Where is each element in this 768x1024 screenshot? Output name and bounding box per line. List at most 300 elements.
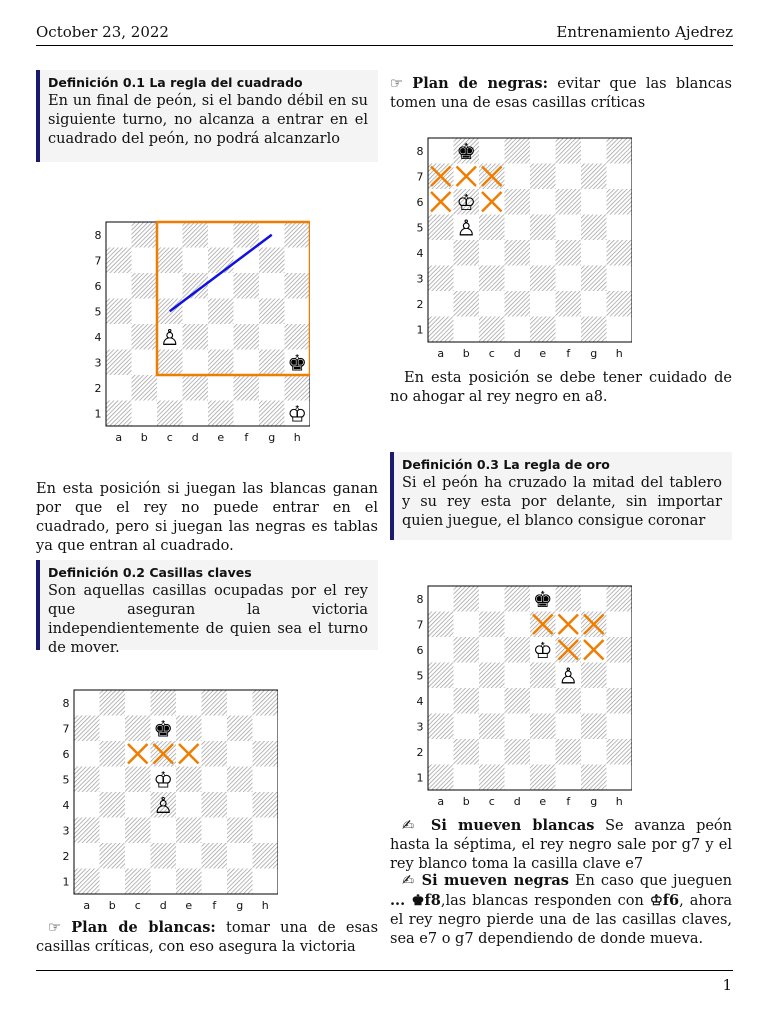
board-square-c7 bbox=[125, 716, 151, 742]
chess-piece: ♙ bbox=[456, 216, 477, 242]
board-square-g2 bbox=[581, 739, 607, 765]
board-square-d8 bbox=[505, 138, 531, 164]
file-label: c bbox=[134, 899, 141, 912]
chess-diagram-golden-rule bbox=[410, 582, 632, 808]
chess-piece: ♙ bbox=[159, 325, 180, 351]
file-label: g bbox=[590, 795, 598, 808]
chess-diagram-black-plan bbox=[410, 134, 632, 360]
rank-label: 7 bbox=[62, 722, 70, 736]
rank-label: 3 bbox=[94, 356, 102, 370]
rank-label: 2 bbox=[416, 745, 424, 759]
board-square-h4 bbox=[607, 240, 633, 266]
file-label: h bbox=[261, 899, 269, 912]
board-square-e5 bbox=[530, 663, 556, 689]
board-square-b6 bbox=[100, 741, 126, 767]
board-square-b3 bbox=[454, 266, 480, 292]
board-square-b5 bbox=[100, 767, 126, 793]
board-square-c8 bbox=[125, 690, 151, 716]
board-square-h2 bbox=[607, 291, 633, 317]
if-black-moves bbox=[390, 871, 732, 949]
board-square-f3 bbox=[556, 266, 582, 292]
file-label: c bbox=[488, 795, 495, 808]
board-square-e4 bbox=[176, 792, 202, 818]
board-square-b2 bbox=[132, 375, 158, 401]
rank-label: 2 bbox=[416, 297, 424, 311]
board-square-d3 bbox=[183, 350, 209, 376]
board-square-d1 bbox=[151, 869, 177, 895]
rank-label: 8 bbox=[94, 228, 102, 242]
board-square-e1 bbox=[530, 765, 556, 791]
board-square-g3 bbox=[581, 266, 607, 292]
board-square-a1 bbox=[428, 765, 454, 791]
board-square-d1 bbox=[183, 401, 209, 427]
rank-label: 5 bbox=[94, 305, 102, 319]
file-label: f bbox=[244, 431, 249, 444]
board-square-f3 bbox=[202, 818, 228, 844]
plan-black-text: evitar que las blancas tomen una de esas casillas críticas bbox=[390, 76, 732, 111]
board-square-c2 bbox=[479, 291, 505, 317]
plan-black bbox=[390, 74, 732, 113]
if-white-moves-text: Se avanza peón hasta la séptima, el rey negro sale por g7 y el rey blanco toma la casilla clave e7 bbox=[390, 818, 733, 872]
definition-box-2 bbox=[36, 560, 378, 656]
board-square-e4 bbox=[530, 240, 556, 266]
board-square-c4 bbox=[479, 688, 505, 714]
board-square-f4 bbox=[556, 688, 582, 714]
board-square-f1 bbox=[556, 765, 582, 791]
board-square-c1 bbox=[157, 401, 183, 427]
board-square-b8 bbox=[454, 586, 480, 612]
board-square-a5 bbox=[428, 215, 454, 241]
board-square-h5 bbox=[253, 767, 279, 793]
board-square-a2 bbox=[74, 843, 100, 869]
rank-label: 6 bbox=[94, 279, 102, 293]
board-square-f5 bbox=[556, 215, 582, 241]
move-notation: ... ♚f8 bbox=[390, 892, 441, 909]
board-square-e4 bbox=[530, 688, 556, 714]
paragraph-stalemate-warning: En esta posición se debe tener cuidado de no ahogar al rey negro en a8. bbox=[390, 370, 732, 405]
board-square-c8 bbox=[479, 138, 505, 164]
chess-piece: ♚ bbox=[456, 139, 477, 165]
if-black-moves-label: Si mueven negras bbox=[421, 872, 569, 889]
rank-label: 2 bbox=[94, 381, 102, 395]
board-square-b8 bbox=[132, 222, 158, 248]
board-square-e6 bbox=[208, 273, 234, 299]
board-square-f4 bbox=[556, 240, 582, 266]
chess-piece: ♚ bbox=[532, 587, 553, 613]
board-square-c2 bbox=[125, 843, 151, 869]
rank-label: 3 bbox=[62, 824, 70, 838]
board-square-e4 bbox=[208, 324, 234, 350]
board-square-h4 bbox=[253, 792, 279, 818]
board-square-g7 bbox=[227, 716, 253, 742]
board-square-c5 bbox=[479, 215, 505, 241]
board-square-h7 bbox=[607, 164, 633, 190]
board-square-f8 bbox=[202, 690, 228, 716]
definition-title: Definición 0.3 La regla de oro bbox=[402, 457, 610, 472]
board-square-g1 bbox=[581, 317, 607, 343]
file-label: b bbox=[108, 899, 116, 912]
rank-label: 2 bbox=[62, 849, 70, 863]
definition-body: En un final de peón, si el bando débil en su siguiente turno, no alcanza a entrar en el cuadrado del peón, no podrá alcanzarlo bbox=[48, 93, 368, 147]
board-square-a6 bbox=[428, 637, 454, 663]
rank-label: 6 bbox=[416, 195, 424, 209]
board-square-e5 bbox=[176, 767, 202, 793]
board-square-c7 bbox=[157, 248, 183, 274]
board-square-h6 bbox=[607, 637, 633, 663]
board-square-e2 bbox=[530, 291, 556, 317]
file-label: e bbox=[539, 347, 547, 360]
file-label: g bbox=[236, 899, 244, 912]
board-square-h4 bbox=[607, 688, 633, 714]
board-square-d7 bbox=[505, 164, 531, 190]
board-square-g7 bbox=[259, 248, 285, 274]
board-square-b3 bbox=[132, 350, 158, 376]
board-square-h8 bbox=[607, 138, 633, 164]
plan-white-text: tomar una de esas casillas críticas, con eso asegura la victoria bbox=[36, 920, 379, 955]
if-black-moves-text: En caso que jueguen bbox=[574, 873, 733, 889]
rank-label: 5 bbox=[62, 773, 70, 787]
board-square-h1 bbox=[607, 765, 633, 791]
board-square-a3 bbox=[428, 714, 454, 740]
board-square-d1 bbox=[505, 765, 531, 791]
board-square-b7 bbox=[132, 248, 158, 274]
board-square-h8 bbox=[607, 586, 633, 612]
board-square-b5 bbox=[454, 663, 480, 689]
board-square-c8 bbox=[157, 222, 183, 248]
board-square-a7 bbox=[74, 716, 100, 742]
board-square-d4 bbox=[505, 240, 531, 266]
board-square-a4 bbox=[106, 324, 132, 350]
definition-box-3 bbox=[390, 452, 732, 540]
board-square-e5 bbox=[208, 299, 234, 325]
writing-hand-icon: ✍ bbox=[402, 818, 421, 834]
board-square-h6 bbox=[253, 741, 279, 767]
board-square-a8 bbox=[428, 138, 454, 164]
board-square-h5 bbox=[285, 299, 311, 325]
board-square-g5 bbox=[259, 299, 285, 325]
board-square-f3 bbox=[556, 714, 582, 740]
rank-label: 5 bbox=[416, 221, 424, 235]
board-square-f2 bbox=[556, 739, 582, 765]
board-square-h2 bbox=[285, 375, 311, 401]
rank-label: 4 bbox=[416, 694, 424, 708]
board-square-a5 bbox=[428, 663, 454, 689]
board-square-g8 bbox=[227, 690, 253, 716]
definition-title: Definición 0.1 La regla del cuadrado bbox=[48, 75, 303, 90]
board-square-h8 bbox=[285, 222, 311, 248]
board-square-b4 bbox=[454, 240, 480, 266]
board-square-g2 bbox=[581, 291, 607, 317]
board-square-h1 bbox=[607, 317, 633, 343]
file-label: e bbox=[185, 899, 193, 912]
board-square-b6 bbox=[132, 273, 158, 299]
board-square-a1 bbox=[74, 869, 100, 895]
board-square-h3 bbox=[607, 266, 633, 292]
board-square-b6 bbox=[454, 637, 480, 663]
rank-label: 7 bbox=[416, 618, 424, 632]
board-square-a4 bbox=[74, 792, 100, 818]
board-square-d7 bbox=[183, 248, 209, 274]
board-square-e2 bbox=[208, 375, 234, 401]
rank-label: 8 bbox=[62, 696, 70, 710]
file-label: c bbox=[166, 431, 173, 444]
rank-label: 7 bbox=[416, 170, 424, 184]
if-black-moves-text: , ahora el rey negro pierde una de las casillas claves, sea e7 o g7 dependiendo de donde mueva. bbox=[390, 893, 732, 947]
board-square-b1 bbox=[100, 869, 126, 895]
chess-piece: ♔ bbox=[456, 190, 477, 216]
board-square-g5 bbox=[581, 215, 607, 241]
board-square-a2 bbox=[428, 291, 454, 317]
board-square-a1 bbox=[106, 401, 132, 427]
footer-rule bbox=[36, 970, 733, 971]
file-label: a bbox=[115, 431, 123, 444]
rank-label: 1 bbox=[416, 771, 424, 785]
board-square-f8 bbox=[556, 138, 582, 164]
board-square-a2 bbox=[106, 375, 132, 401]
board-square-c3 bbox=[157, 350, 183, 376]
page-number: 1 bbox=[722, 976, 732, 994]
board-square-e6 bbox=[530, 189, 556, 215]
board-square-d3 bbox=[505, 266, 531, 292]
board-square-h2 bbox=[607, 739, 633, 765]
rank-label: 1 bbox=[62, 875, 70, 889]
header-date: October 23, 2022 bbox=[36, 23, 169, 41]
board-square-h7 bbox=[607, 612, 633, 638]
board-square-a5 bbox=[74, 767, 100, 793]
board-square-d7 bbox=[505, 612, 531, 638]
board-square-e5 bbox=[530, 215, 556, 241]
board-square-c1 bbox=[479, 317, 505, 343]
board-square-h2 bbox=[253, 843, 279, 869]
board-square-g1 bbox=[259, 401, 285, 427]
board-square-f5 bbox=[202, 767, 228, 793]
board-square-h7 bbox=[253, 716, 279, 742]
rank-label: 1 bbox=[94, 407, 102, 421]
plan-black-label: Plan de negras: bbox=[412, 75, 548, 92]
file-label: d bbox=[191, 431, 199, 444]
board-square-f7 bbox=[556, 164, 582, 190]
chess-piece: ♔ bbox=[287, 402, 308, 428]
move-notation: ♔f6 bbox=[649, 892, 680, 909]
board-square-h4 bbox=[285, 324, 311, 350]
board-square-b8 bbox=[100, 690, 126, 716]
file-label: f bbox=[566, 795, 571, 808]
rank-label: 8 bbox=[416, 144, 424, 158]
file-label: e bbox=[539, 795, 547, 808]
board-square-f7 bbox=[202, 716, 228, 742]
board-square-a4 bbox=[428, 240, 454, 266]
plan-white bbox=[36, 918, 378, 957]
board-square-g4 bbox=[581, 688, 607, 714]
board-square-c7 bbox=[479, 612, 505, 638]
board-square-c3 bbox=[125, 818, 151, 844]
board-square-a3 bbox=[74, 818, 100, 844]
board-square-f8 bbox=[556, 586, 582, 612]
board-square-f3 bbox=[234, 350, 260, 376]
board-square-a7 bbox=[106, 248, 132, 274]
board-square-f2 bbox=[556, 291, 582, 317]
board-square-f2 bbox=[234, 375, 260, 401]
board-square-h8 bbox=[253, 690, 279, 716]
board-square-g4 bbox=[259, 324, 285, 350]
board-square-d8 bbox=[505, 586, 531, 612]
header-rule bbox=[36, 45, 733, 46]
file-label: g bbox=[590, 347, 598, 360]
board-square-c2 bbox=[157, 375, 183, 401]
board-square-a2 bbox=[428, 739, 454, 765]
board-square-d3 bbox=[151, 818, 177, 844]
board-square-g1 bbox=[581, 765, 607, 791]
board-square-e8 bbox=[530, 138, 556, 164]
board-square-d8 bbox=[151, 690, 177, 716]
board-square-f4 bbox=[234, 324, 260, 350]
board-square-d2 bbox=[505, 739, 531, 765]
board-square-b3 bbox=[100, 818, 126, 844]
board-square-c6 bbox=[479, 637, 505, 663]
board-square-g6 bbox=[227, 741, 253, 767]
pointing-hand-icon: ☞ bbox=[390, 76, 403, 92]
board-square-a4 bbox=[428, 688, 454, 714]
if-white-moves-label: Si mueven blancas bbox=[430, 817, 595, 834]
definition-body: Son aquellas casillas ocupadas por el rey que aseguran la victoria independientemente de quien sea el turno de mover. bbox=[48, 583, 368, 656]
board-square-g3 bbox=[259, 350, 285, 376]
board-square-d6 bbox=[505, 189, 531, 215]
board-square-e1 bbox=[530, 317, 556, 343]
paragraph-square-rule: En esta posición si juegan las blancas ganan por que el rey no puede entrar en el cuadrado, pero si juegan las negras es tablas ya que entran al cuadrado. bbox=[36, 481, 378, 554]
board-square-d1 bbox=[505, 317, 531, 343]
board-square-b5 bbox=[132, 299, 158, 325]
board-square-e7 bbox=[530, 164, 556, 190]
board-square-c3 bbox=[479, 266, 505, 292]
board-square-b1 bbox=[132, 401, 158, 427]
board-square-a6 bbox=[74, 741, 100, 767]
board-square-g2 bbox=[227, 843, 253, 869]
board-square-a3 bbox=[428, 266, 454, 292]
board-square-b7 bbox=[100, 716, 126, 742]
board-square-d8 bbox=[183, 222, 209, 248]
board-square-f1 bbox=[202, 869, 228, 895]
board-square-b7 bbox=[454, 612, 480, 638]
definition-title: Definición 0.2 Casillas claves bbox=[48, 565, 252, 580]
board-square-b1 bbox=[454, 317, 480, 343]
file-label: h bbox=[615, 347, 623, 360]
board-square-f6 bbox=[556, 189, 582, 215]
board-square-e1 bbox=[208, 401, 234, 427]
definition-box-1 bbox=[36, 70, 378, 162]
board-square-a1 bbox=[428, 317, 454, 343]
board-square-b4 bbox=[454, 688, 480, 714]
board-square-h3 bbox=[607, 714, 633, 740]
board-square-b3 bbox=[454, 714, 480, 740]
board-square-d2 bbox=[151, 843, 177, 869]
board-square-b4 bbox=[100, 792, 126, 818]
board-square-c4 bbox=[479, 240, 505, 266]
rank-label: 3 bbox=[416, 272, 424, 286]
board-square-f4 bbox=[202, 792, 228, 818]
rank-label: 6 bbox=[62, 747, 70, 761]
pointing-hand-icon: ☞ bbox=[48, 920, 61, 936]
board-square-h7 bbox=[285, 248, 311, 274]
file-label: b bbox=[462, 795, 470, 808]
chess-piece: ♙ bbox=[153, 793, 174, 819]
board-square-g7 bbox=[581, 164, 607, 190]
board-square-h3 bbox=[253, 818, 279, 844]
board-square-e3 bbox=[208, 350, 234, 376]
chess-piece: ♚ bbox=[153, 717, 174, 743]
board-square-e3 bbox=[530, 266, 556, 292]
board-square-e3 bbox=[176, 818, 202, 844]
board-square-h6 bbox=[285, 273, 311, 299]
if-white-moves bbox=[390, 816, 732, 874]
file-label: d bbox=[513, 795, 521, 808]
board-square-g5 bbox=[581, 663, 607, 689]
file-label: b bbox=[462, 347, 470, 360]
file-label: h bbox=[615, 795, 623, 808]
file-label: b bbox=[140, 431, 148, 444]
board-square-c6 bbox=[157, 273, 183, 299]
board-square-a8 bbox=[106, 222, 132, 248]
board-square-d4 bbox=[505, 688, 531, 714]
board-square-g4 bbox=[581, 240, 607, 266]
board-square-g4 bbox=[227, 792, 253, 818]
board-square-d6 bbox=[505, 637, 531, 663]
definition-body: Si el peón ha cruzado la mitad del tablero y su rey esta por delante, sin importar quien juegue, el blanco consigue coronar bbox=[402, 475, 722, 529]
board-square-e8 bbox=[208, 222, 234, 248]
board-square-f8 bbox=[234, 222, 260, 248]
board-square-h6 bbox=[607, 189, 633, 215]
board-square-c5 bbox=[125, 767, 151, 793]
rank-label: 1 bbox=[416, 323, 424, 337]
file-label: g bbox=[268, 431, 276, 444]
board-square-b2 bbox=[454, 739, 480, 765]
board-square-d2 bbox=[505, 291, 531, 317]
rank-label: 6 bbox=[416, 643, 424, 657]
board-square-c8 bbox=[479, 586, 505, 612]
board-square-c1 bbox=[125, 869, 151, 895]
board-square-d2 bbox=[183, 375, 209, 401]
file-label: a bbox=[437, 347, 445, 360]
board-square-e1 bbox=[176, 869, 202, 895]
file-label: a bbox=[437, 795, 445, 808]
board-square-b2 bbox=[454, 291, 480, 317]
board-square-c5 bbox=[479, 663, 505, 689]
board-square-f1 bbox=[556, 317, 582, 343]
board-square-f2 bbox=[202, 843, 228, 869]
writing-hand-icon: ✍ bbox=[402, 873, 416, 889]
board-square-h5 bbox=[607, 663, 633, 689]
board-square-f1 bbox=[234, 401, 260, 427]
board-square-g5 bbox=[227, 767, 253, 793]
board-square-c4 bbox=[125, 792, 151, 818]
file-label: a bbox=[83, 899, 91, 912]
board-square-e2 bbox=[530, 739, 556, 765]
board-square-g8 bbox=[581, 138, 607, 164]
file-label: d bbox=[513, 347, 521, 360]
board-square-g6 bbox=[581, 189, 607, 215]
rank-label: 7 bbox=[94, 254, 102, 268]
board-square-a8 bbox=[74, 690, 100, 716]
file-label: f bbox=[566, 347, 571, 360]
rank-label: 3 bbox=[416, 720, 424, 734]
board-square-e8 bbox=[176, 690, 202, 716]
if-black-moves-text: ,las blancas responden con bbox=[440, 893, 644, 909]
rank-label: 4 bbox=[62, 798, 70, 812]
board-square-c2 bbox=[479, 739, 505, 765]
file-label: f bbox=[212, 899, 217, 912]
rank-label: 4 bbox=[416, 246, 424, 260]
board-square-g6 bbox=[259, 273, 285, 299]
chess-diagram-key-squares bbox=[56, 686, 278, 912]
